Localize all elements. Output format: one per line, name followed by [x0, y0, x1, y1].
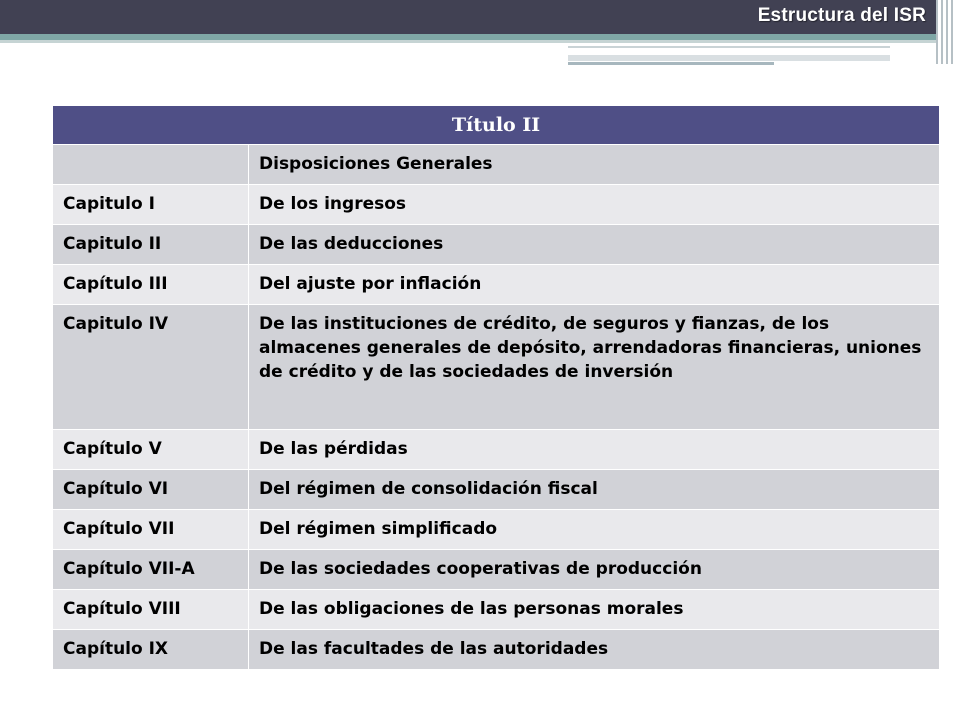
chapter-cell: Capítulo VII-A [53, 550, 249, 590]
chapter-cell: Capítulo IX [53, 630, 249, 670]
description-cell: De las sociedades cooperativas de producción [249, 550, 940, 590]
description-cell: De las obligaciones de las personas morales [249, 590, 940, 630]
table-heading: Título II [53, 106, 940, 145]
table-row [53, 510, 940, 550]
chapter-cell [53, 145, 249, 185]
table-row [53, 145, 940, 185]
description-cell: De las facultades de las autoridades [249, 630, 940, 670]
slide-title: Estructura del ISR [757, 5, 926, 26]
description-cell: Del ajuste por inflación [249, 265, 940, 305]
chapter-cell: Capítulo III [53, 265, 249, 305]
description-cell: Del régimen de consolidación fiscal [249, 470, 940, 510]
description-cell: Disposiciones Generales [249, 145, 940, 185]
chapter-cell: Capítulo VI [53, 470, 249, 510]
table-header-row [53, 106, 940, 145]
table-row [53, 185, 940, 225]
table-row [53, 630, 940, 670]
chapter-cell: Capitulo IV [53, 305, 249, 430]
table-row [53, 225, 940, 265]
description-cell: Del régimen simplificado [249, 510, 940, 550]
chapter-cell: Capítulo VIII [53, 590, 249, 630]
header-vertical-line [941, 0, 943, 64]
header-decor-line [568, 55, 890, 61]
table-row [53, 470, 940, 510]
chapter-cell: Capítulo VII [53, 510, 249, 550]
table-row [53, 550, 940, 590]
chapter-cell: Capitulo I [53, 185, 249, 225]
header-decor-line [568, 62, 774, 65]
chapters-table [52, 105, 940, 670]
header-vertical-line [936, 0, 938, 64]
header-accent-stripe-light [0, 40, 936, 43]
chapter-cell: Capítulo V [53, 430, 249, 470]
header-vertical-line [946, 0, 948, 64]
header-vertical-line [951, 0, 953, 64]
table-row [53, 430, 940, 470]
table-row [53, 590, 940, 630]
description-cell: De las pérdidas [249, 430, 940, 470]
header-decor-line [568, 46, 890, 48]
table-row [53, 305, 940, 430]
description-cell: De los ingresos [249, 185, 940, 225]
description-cell: De las instituciones de crédito, de seguros y fianzas, de los almacenes generales de depósito, arrendadoras financieras, uniones de crédito y de las sociedades de inversión [249, 305, 940, 430]
table-row [53, 265, 940, 305]
chapter-cell: Capitulo II [53, 225, 249, 265]
description-cell: De las deducciones [249, 225, 940, 265]
